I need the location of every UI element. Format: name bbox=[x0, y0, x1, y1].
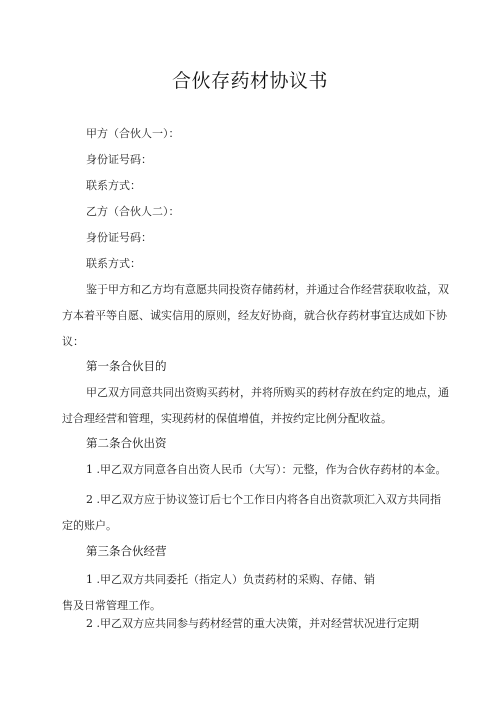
document-title: 合伙存药材协议书 bbox=[171, 70, 328, 92]
preamble-line: 鉴于甲方和乙方均有意愿共同投资存储药材，并通过合作经营获取收益，双 bbox=[86, 283, 449, 296]
section-2-heading: 第二条合伙出资 bbox=[86, 436, 167, 450]
party-a-id-label: 身份证号码： bbox=[86, 153, 152, 166]
section-1-body-line: 甲乙双方同意共同出资购买药材，并将所购买的药材存放在约定的地点，通 bbox=[86, 386, 449, 399]
section-3-item-1-line: 1 .甲乙双方共同委托（指定人）负责药材的采购、存储、销 bbox=[86, 573, 375, 586]
party-b-label: 乙方（合伙人二）： bbox=[86, 205, 180, 218]
party-a-label: 甲方（合伙人一）： bbox=[86, 127, 180, 140]
party-b-contact-label: 联系方式： bbox=[86, 257, 141, 270]
section-2-item-2-line: 2 .甲乙双方应于协议签订后七个工作日内将各自出资款项汇入双方共同指 bbox=[86, 493, 441, 506]
section-1-heading: 第一条合伙目的 bbox=[86, 359, 167, 373]
party-b-id-label: 身份证号码： bbox=[86, 231, 152, 244]
preamble-line: 议： bbox=[62, 335, 84, 348]
section-3-item-2: 2 .甲乙双方应共同参与药材经营的重大决策，并对经营状况进行定期 bbox=[86, 617, 419, 630]
party-a-contact-label: 联系方式： bbox=[86, 179, 141, 192]
preamble-line: 方本着平等自愿、诚实信用的原则，经友好协商，就合伙存药材事宜达成如下协 bbox=[62, 309, 447, 322]
section-3-item-1-line: 售及日常管理工作。 bbox=[62, 599, 161, 612]
section-1-body-line: 过合理经营和管理，实现药材的保值增值，并按约定比例分配收益。 bbox=[62, 412, 392, 425]
section-2-item-1: 1 .甲乙双方同意各自出资人民币（大写）：元整，作为合伙存药材的本金。 bbox=[86, 463, 447, 476]
section-2-item-2-line: 定的账户。 bbox=[62, 519, 117, 532]
section-3-heading: 第三条合伙经营 bbox=[86, 544, 167, 558]
